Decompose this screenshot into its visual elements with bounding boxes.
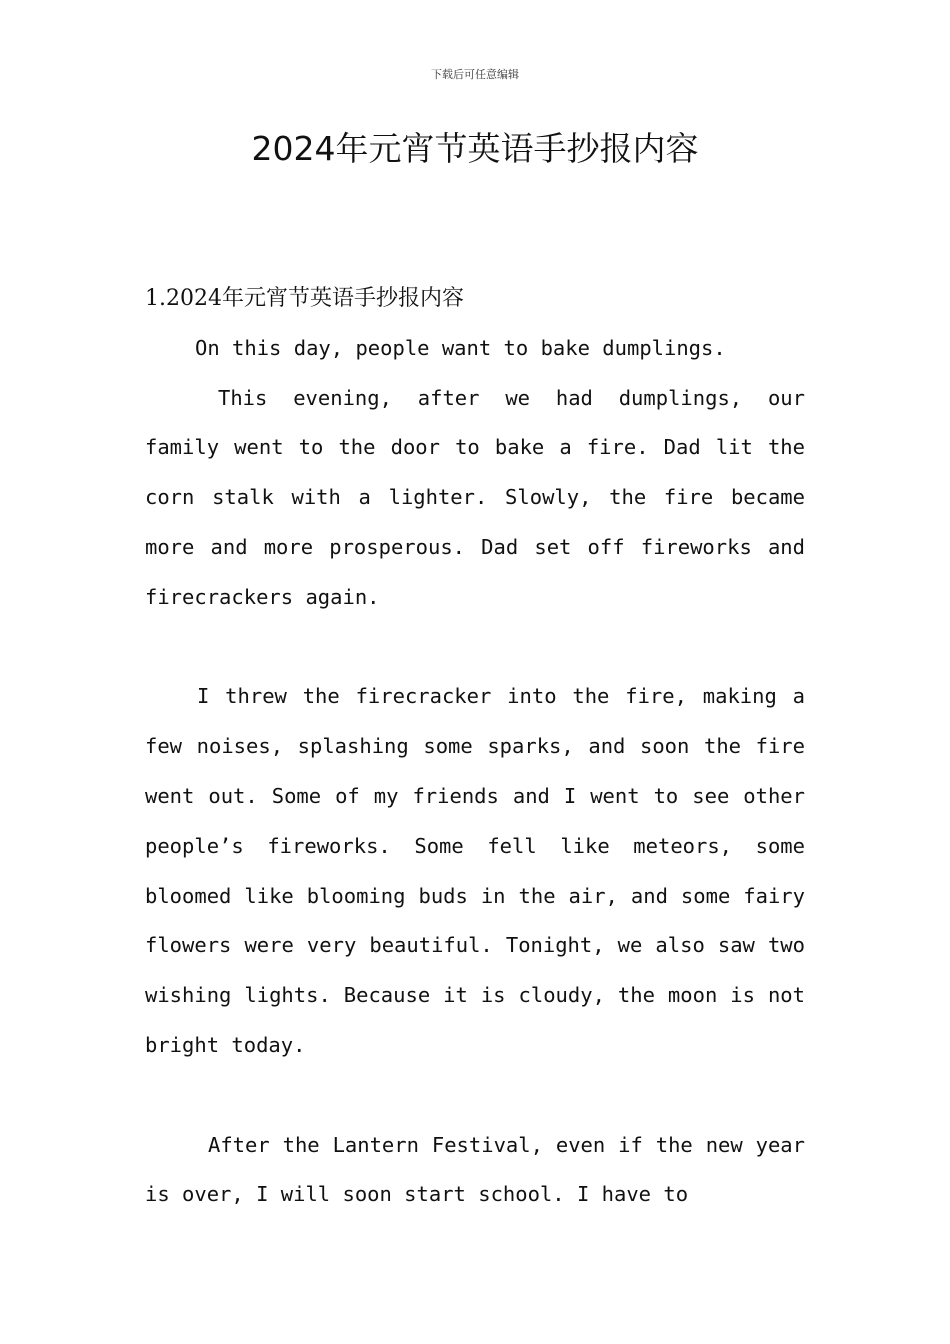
- paragraph-gap: [145, 623, 805, 673]
- document-title: 2024年元宵节英语手抄报内容: [251, 129, 699, 168]
- paragraph-2: This evening, after we had dumplings, our family went to the door to bake a fire. Dad lit the corn stalk with a lighter. Slowly, the fire became more and more prosperous. Dad set off fireworks and firecrackers again.: [145, 385, 805, 609]
- paragraph-gap: [145, 1071, 805, 1121]
- document-body: [145, 274, 805, 1220]
- header-note: 下载后可任意编辑: [431, 68, 519, 81]
- paragraph-1: On this day, people want to bake dumplings.: [195, 335, 726, 360]
- section-heading: 1.2024年元宵节英语手抄报内容: [145, 286, 464, 311]
- paragraph-3: I threw the firecracker into the fire, making a few noises, splashing some sparks, and soon the fire went out. Some of my friends and I went to see other people’s fireworks. Some fell like meteors, some bloomed like blooming buds in the air, and some fairy flowers were very beautiful. Tonight, we also saw two wishing lights. Because it is cloudy, the moon is not bright today.: [145, 684, 805, 1057]
- paragraph-4: After the Lantern Festival, even if the new year is over, I will soon start school. I have to: [145, 1132, 805, 1207]
